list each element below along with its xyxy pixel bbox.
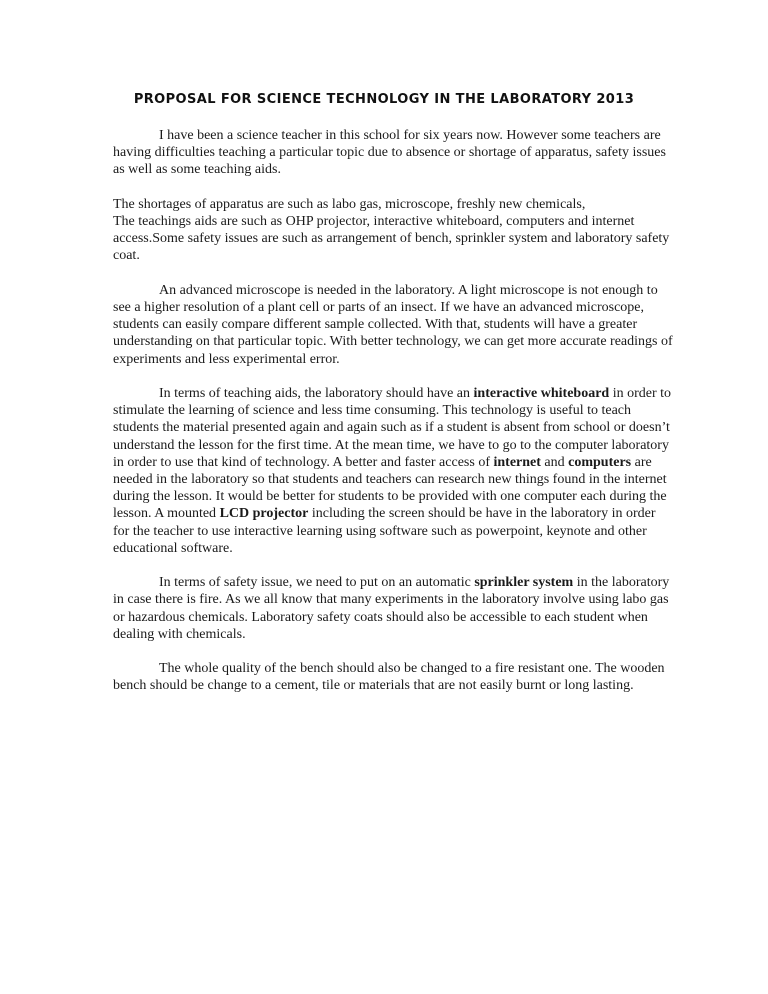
shortages-first-line: The shortages of apparatus are such as labo gas, microscope, freshly new chemicals, bbox=[113, 196, 586, 212]
paragraph-bench bbox=[113, 660, 673, 694]
teaching-aids-text-2: in order to stimulate the learning of science and less time consuming. This technology is useful to teach students the material presented again and again such as if a student is absent from school or doesn’t understand the lesson for the first time. At the mean time, we have to go to the computer laboratory in order to use that kind of technology. A better and faster access of bbox=[113, 386, 672, 470]
document-title: PROPOSAL FOR SCIENCE TECHNOLOGY IN THE LABORATORY 2013 bbox=[133, 92, 635, 107]
keyword-lcd-projector: LCD projector bbox=[219, 506, 309, 522]
paragraph-safety bbox=[113, 574, 673, 643]
keyword-interactive-whiteboard: interactive whiteboard bbox=[473, 386, 610, 401]
teaching-aids-text-3: and bbox=[540, 454, 569, 470]
teaching-aids-text-4: are needed in the laboratory so that students and teachers can research new things found in the internet during the lesson. It would be better for students to be provided with one computer each during the lesson. A mounted bbox=[113, 454, 667, 522]
keyword-computers: computers bbox=[568, 454, 632, 470]
paragraph-teaching-aids bbox=[113, 385, 673, 557]
teaching-aids-text-1: In terms of teaching aids, the laboratory should have an bbox=[159, 386, 474, 401]
safety-text-1: In terms of safety issue, we need to put on an automatic bbox=[159, 575, 475, 591]
keyword-internet: internet bbox=[493, 454, 541, 470]
paragraph-intro bbox=[113, 127, 673, 179]
shortages-rest: The teachings aids are such as OHP projector, interactive whiteboard, computers and internet access.Some safety issues are such as arrangement of bench, sprinkler system and laboratory safety coat. bbox=[113, 214, 670, 264]
bench-text: The whole quality of the bench should also be changed to a fire resistant one. The wooden bench should be change to a cement, tile or materials that are not easily burnt or long lasting. bbox=[113, 661, 665, 694]
paragraph-microscope bbox=[113, 282, 673, 368]
intro-text: I have been a science teacher in this school for six years now. However some teachers are having difficulties teaching a particular topic due to absence or shortage of apparatus, safety issues as well as some teaching aids. bbox=[113, 128, 666, 178]
keyword-sprinkler-system: sprinkler system bbox=[474, 575, 574, 591]
safety-text-2: in the laboratory in case there is fire. As we all know that many experiments in the laboratory involve using labo gas or hazardous chemicals. Laboratory safety coats should also be accessible to each student when dealing with chemicals. bbox=[113, 575, 670, 642]
paragraph-shortages bbox=[113, 196, 673, 265]
microscope-text: An advanced microscope is needed in the laboratory. A light microscope is not enough to see a higher resolution of a plant cell or parts of an insect. If we have an advanced microscope, students can easily compare different sample collected. With that, students will have a greater understanding on that particular topic. With better technology, we can get more accurate readings of experiments and less experimental error. bbox=[113, 282, 673, 367]
document-body bbox=[113, 127, 673, 712]
teaching-aids-text-5: including the screen should be have in the laboratory in order for the teacher to use interactive learning using software such as powerpoint, keynote and other educational software. bbox=[113, 506, 656, 556]
